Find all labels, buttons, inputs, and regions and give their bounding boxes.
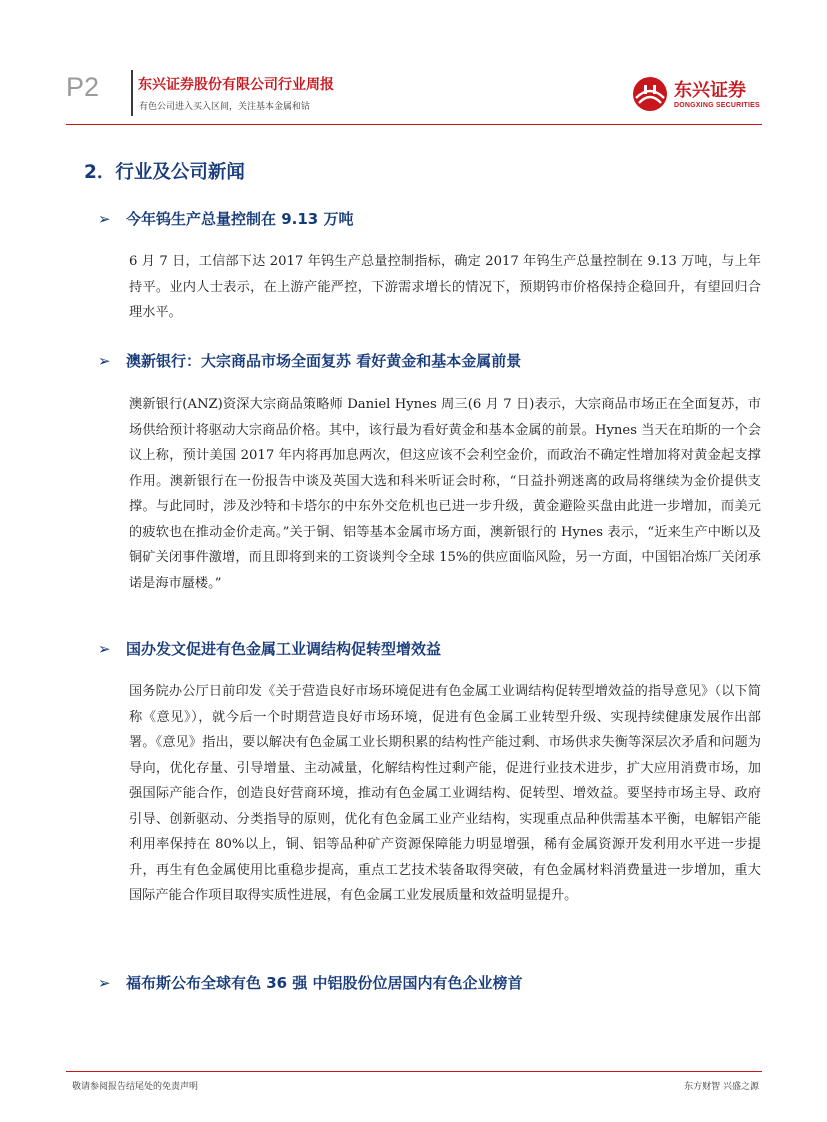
logo-english-name: DONGXING SECURITIES — [674, 102, 760, 109]
logo-chinese-name: 东兴证券 — [674, 80, 746, 101]
news-title-text: 澳新银行：大宗商品市场全面复苏 看好黄金和基本金属前景 — [126, 352, 522, 370]
arrow-bullet-icon: ➢ — [98, 974, 111, 992]
arrow-bullet-icon: ➢ — [98, 210, 111, 228]
news-title-text: 福布斯公布全球有色 36 强 中铝股份位居国内有色企业榜首 — [126, 974, 523, 992]
company-logo — [632, 72, 762, 118]
news-title-text: 国办发文促进有色金属工业调结构促转型增效益 — [126, 640, 442, 658]
footer-rule — [66, 1071, 762, 1072]
arrow-bullet-icon: ➢ — [98, 640, 111, 658]
report-subtitle: 有色公司进入买入区间，关注基本金属和钴 — [139, 102, 311, 112]
page-number: P2 — [66, 72, 100, 102]
news-title-forbes — [98, 972, 523, 993]
section-title: 2．行业及公司新闻 — [84, 162, 245, 183]
report-title: 东兴证券股份有限公司行业周报 — [138, 77, 334, 93]
news-title-tungsten — [98, 208, 353, 229]
footer-slogan: 东方财智 兴盛之源 — [684, 1082, 759, 1092]
news-body-tungsten: 6 月 7 日，工信部下达 2017 年钨生产总量控制指标，确定 2017 年钨生产总量控制在 9.13 万吨，与上年持平。业内人士表示，在上游产能严控，下游需求增长的情况下，预期钨市价格保持企稳回升，有望回归合理水平。 — [129, 254, 761, 320]
header-divider — [131, 70, 133, 116]
footer-disclaimer-note: 敬请参阅报告结尾处的免责声明 — [72, 1082, 199, 1092]
page-header — [0, 0, 827, 130]
news-title-anz — [98, 350, 521, 371]
arrow-bullet-icon: ➢ — [98, 352, 111, 370]
logo-mark-icon — [632, 76, 668, 112]
news-body-anz: 澳新银行(ANZ)资深大宗商品策略师 Daniel Hynes 周三(6 月 7 日)表示，大宗商品市场正在全面复苏，市场供给预计将驱动大宗商品价格。其中，该行最为看好黄金和基本金属的前景。Hynes 当天在珀斯的一个会议上称，预计美国 2017 年内将再加息两次，但这应该不会利空金价，而政治不确定性增加将对黄金起支撑作用。澳新银行在一份报告中谈及英国大选和科米听证会时称，“日益扑朔迷离的政局将继续为金价提供支撑。与此同时，涉及沙特和卡塔尔的中东外交危机也已进一步升级，黄金避险买盘由此进一步增加，而美元的疲软也在推动金价走高。”关于铜、铝等基本金属市场方面，澳新银行的 Hynes 表示，“近来生产中断以及铜矿关闭事件激增，而且即将到来的工资谈判令全球 15%的供应面临风险，另一方面，中国铝冶炼厂关闭承诺是海市蜃楼。” — [129, 397, 761, 591]
header-rule — [66, 124, 762, 125]
news-body-state-council: 国务院办公厅日前印发《关于营造良好市场环境促进有色金属工业调结构促转型增效益的指导意见》（以下简称《意见》），就今后一个时期营造良好市场环境，促进有色金属工业转型升级、实现持续健康发展作出部署。《意见》指出，要以解决有色金属工业长期积累的结构性产能过剩、市场供求失衡等深层次矛盾和问题为导向，优化存量、引导增量、主动减量，化解结构性过剩产能，促进行业技术进步，扩大应用消费市场，加强国际产能合作，创造良好营商环境，推动有色金属工业调结构、促转型、增效益。要坚持市场主导、政府引导、创新驱动、分类指导的原则，优化有色金属工业产业结构，实现重点品种供需基本平衡，电解铝产能利用率保持在 80%以上，铜、铝等品种矿产资源保障能力明显增强，稀有金属资源开发利用水平进一步提升，再生有色金属使用比重稳步提高，重点工艺技术装备取得突破，有色金属材料消费量进一步增加，重大国际产能合作项目取得实质性进展，有色金属工业发展质量和效益明显提升。 — [129, 684, 761, 903]
news-title-text: 今年钨生产总量控制在 9.13 万吨 — [126, 210, 354, 228]
news-title-state-council — [98, 638, 441, 659]
